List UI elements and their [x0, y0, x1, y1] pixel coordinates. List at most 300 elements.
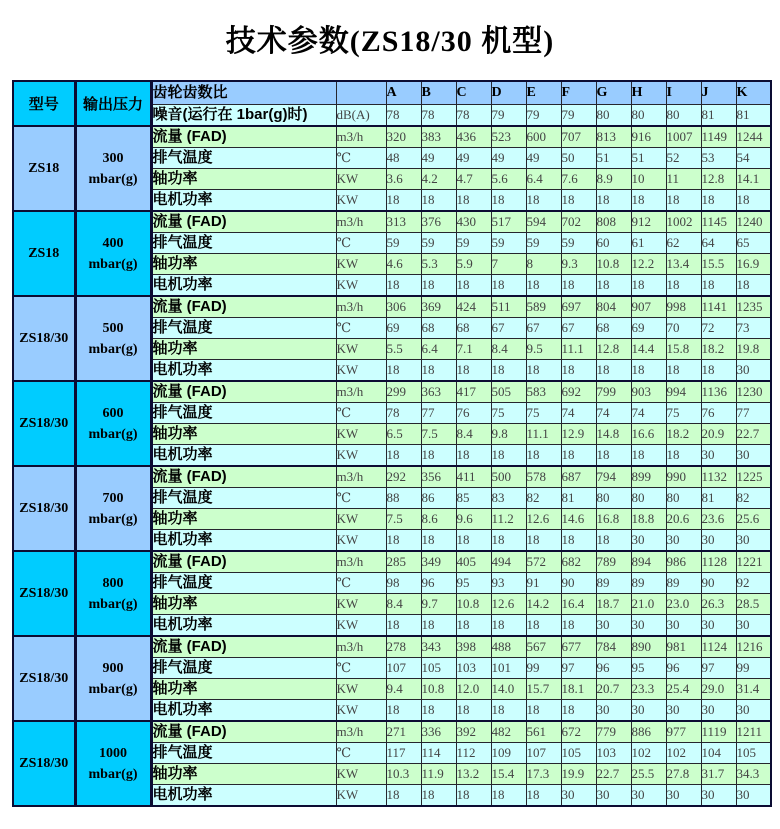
model-cell: ZS18/30	[13, 721, 75, 806]
value-cell: 25.5	[631, 764, 666, 785]
value-cell: 594	[526, 211, 561, 233]
value-cell: 697	[561, 296, 596, 318]
value-cell: 1141	[701, 296, 736, 318]
value-cell: 70	[666, 318, 701, 339]
pressure-cell	[75, 211, 151, 296]
value-cell: 18.8	[631, 509, 666, 530]
value-cell: 1244	[736, 126, 771, 148]
value-cell: 10.3	[386, 764, 421, 785]
value-cell: 30	[596, 615, 631, 637]
value-cell: 18	[666, 445, 701, 467]
pressure-value: 300	[102, 150, 124, 166]
value-cell: 417	[456, 381, 491, 403]
value-cell: 99	[526, 658, 561, 679]
value-cell: 64	[701, 233, 736, 254]
value-cell: 103	[596, 743, 631, 764]
value-cell: 52	[666, 148, 701, 169]
value-cell: 69	[386, 318, 421, 339]
model-cell: ZS18/30	[13, 381, 75, 466]
value-cell: 25.6	[736, 509, 771, 530]
value-cell: 18	[491, 275, 526, 297]
value-cell: 18	[596, 360, 631, 382]
value-cell: 7.5	[386, 509, 421, 530]
value-cell: 18	[666, 275, 701, 297]
value-cell: 18	[421, 530, 456, 552]
noise-value-cell: 79	[526, 105, 561, 127]
value-cell: 306	[386, 296, 421, 318]
value-cell: 8.4	[386, 594, 421, 615]
value-cell: 30	[736, 785, 771, 807]
value-cell: 505	[491, 381, 526, 403]
value-cell: 18	[526, 360, 561, 382]
value-cell: 75	[491, 403, 526, 424]
value-cell: 682	[561, 551, 596, 573]
value-cell: 6.4	[526, 169, 561, 190]
value-cell: 18	[526, 700, 561, 722]
value-cell: 12.6	[526, 509, 561, 530]
value-cell: 1230	[736, 381, 771, 403]
noise-unit: dB(A)	[336, 105, 386, 127]
value-cell: 343	[421, 636, 456, 658]
value-cell: 62	[666, 233, 701, 254]
pressure-cell	[75, 381, 151, 466]
value-cell: 14.6	[561, 509, 596, 530]
param-label-flow: 流量 (FAD)	[151, 211, 336, 233]
value-cell: 93	[491, 573, 526, 594]
value-cell: 12.8	[701, 169, 736, 190]
value-cell: 105	[421, 658, 456, 679]
value-cell: 1124	[701, 636, 736, 658]
value-cell: 30	[736, 530, 771, 552]
value-cell: 9.3	[561, 254, 596, 275]
noise-value-cell: 78	[456, 105, 491, 127]
value-cell: 5.5	[386, 339, 421, 360]
value-cell: 18	[386, 445, 421, 467]
pressure-unit: mbar(g)	[88, 766, 138, 782]
value-cell: 107	[386, 658, 421, 679]
value-cell: 8.6	[421, 509, 456, 530]
value-cell: 20.9	[701, 424, 736, 445]
value-cell: 30	[666, 615, 701, 637]
value-cell: 59	[421, 233, 456, 254]
value-cell: 8.9	[596, 169, 631, 190]
value-cell: 398	[456, 636, 491, 658]
value-cell: 97	[701, 658, 736, 679]
param-unit-shaft: KW	[336, 679, 386, 700]
value-cell: 1240	[736, 211, 771, 233]
pressure-value: 800	[102, 575, 124, 591]
value-cell: 112	[456, 743, 491, 764]
value-cell: 707	[561, 126, 596, 148]
value-cell: 82	[526, 488, 561, 509]
model-cell: ZS18/30	[13, 466, 75, 551]
value-cell: 11.1	[561, 339, 596, 360]
value-cell: 78	[386, 403, 421, 424]
value-cell: 18	[631, 275, 666, 297]
value-cell: 96	[421, 573, 456, 594]
value-cell: 77	[736, 403, 771, 424]
param-label-shaft: 轴功率	[151, 509, 336, 530]
value-cell: 14.2	[526, 594, 561, 615]
value-cell: 18	[666, 190, 701, 212]
column-letter-header: K	[736, 81, 771, 105]
value-cell: 7.1	[456, 339, 491, 360]
value-cell: 899	[631, 466, 666, 488]
value-cell: 18	[701, 275, 736, 297]
value-cell: 34.3	[736, 764, 771, 785]
param-unit-temp: ℃	[336, 233, 386, 254]
value-cell: 97	[561, 658, 596, 679]
value-cell: 890	[631, 636, 666, 658]
value-cell: 18	[491, 360, 526, 382]
value-cell: 60	[596, 233, 631, 254]
value-cell: 102	[666, 743, 701, 764]
pressure-cell	[75, 126, 151, 211]
value-cell: 15.5	[701, 254, 736, 275]
value-cell: 11	[666, 169, 701, 190]
param-label-temp: 排气温度	[151, 318, 336, 339]
param-unit-motor: KW	[336, 700, 386, 722]
value-cell: 14.4	[631, 339, 666, 360]
value-cell: 1132	[701, 466, 736, 488]
value-cell: 15.7	[526, 679, 561, 700]
param-label-shaft: 轴功率	[151, 169, 336, 190]
pressure-unit: mbar(g)	[88, 681, 138, 697]
value-cell: 424	[456, 296, 491, 318]
value-cell: 11.1	[526, 424, 561, 445]
pressure-unit: mbar(g)	[88, 256, 138, 272]
value-cell: 31.7	[701, 764, 736, 785]
value-cell: 10.8	[456, 594, 491, 615]
value-cell: 7.5	[421, 424, 456, 445]
value-cell: 68	[596, 318, 631, 339]
value-cell: 18	[561, 700, 596, 722]
param-label-motor: 电机功率	[151, 360, 336, 382]
value-cell: 23.6	[701, 509, 736, 530]
value-cell: 18	[491, 190, 526, 212]
value-cell: 59	[491, 233, 526, 254]
value-cell: 18	[386, 615, 421, 637]
value-cell: 69	[631, 318, 666, 339]
table-header	[13, 81, 771, 126]
table-body	[13, 126, 771, 806]
value-cell: 67	[561, 318, 596, 339]
value-cell: 886	[631, 721, 666, 743]
value-cell: 18	[491, 445, 526, 467]
value-cell: 107	[526, 743, 561, 764]
value-cell: 799	[596, 381, 631, 403]
value-cell: 1149	[701, 126, 736, 148]
value-cell: 405	[456, 551, 491, 573]
value-cell: 18	[561, 275, 596, 297]
value-cell: 18	[701, 190, 736, 212]
value-cell: 794	[596, 466, 631, 488]
value-cell: 894	[631, 551, 666, 573]
value-cell: 336	[421, 721, 456, 743]
param-label-flow: 流量 (FAD)	[151, 636, 336, 658]
value-cell: 117	[386, 743, 421, 764]
value-cell: 81	[561, 488, 596, 509]
param-unit-shaft: KW	[336, 509, 386, 530]
column-letter-header: J	[701, 81, 736, 105]
block-700-row-flow	[13, 466, 771, 488]
noise-value-cell: 78	[386, 105, 421, 127]
noise-value-cell: 79	[561, 105, 596, 127]
value-cell: 50	[561, 148, 596, 169]
param-label-shaft: 轴功率	[151, 594, 336, 615]
value-cell: 1119	[701, 721, 736, 743]
value-cell: 672	[561, 721, 596, 743]
column-letter-header: A	[386, 81, 421, 105]
value-cell: 18	[596, 190, 631, 212]
param-unit-temp: ℃	[336, 658, 386, 679]
value-cell: 53	[701, 148, 736, 169]
value-cell: 18.1	[561, 679, 596, 700]
param-unit-flow: m3/h	[336, 466, 386, 488]
param-unit-motor: KW	[336, 530, 386, 552]
value-cell: 18	[631, 190, 666, 212]
value-cell: 5.9	[456, 254, 491, 275]
param-unit-temp: ℃	[336, 573, 386, 594]
value-cell: 18	[561, 530, 596, 552]
value-cell: 76	[701, 403, 736, 424]
value-cell: 61	[631, 233, 666, 254]
value-cell: 18	[421, 445, 456, 467]
value-cell: 7	[491, 254, 526, 275]
value-cell: 18	[561, 445, 596, 467]
value-cell: 22.7	[596, 764, 631, 785]
value-cell: 74	[561, 403, 596, 424]
value-cell: 67	[526, 318, 561, 339]
value-cell: 30	[596, 785, 631, 807]
value-cell: 18	[456, 615, 491, 637]
value-cell: 95	[456, 573, 491, 594]
value-cell: 5.3	[421, 254, 456, 275]
value-cell: 25.4	[666, 679, 701, 700]
value-cell: 13.4	[666, 254, 701, 275]
noise-label: 噪音(运行在 1bar(g)时)	[151, 105, 336, 127]
value-cell: 572	[526, 551, 561, 573]
value-cell: 102	[631, 743, 666, 764]
value-cell: 95	[631, 658, 666, 679]
value-cell: 313	[386, 211, 421, 233]
param-unit-shaft: KW	[336, 764, 386, 785]
value-cell: 488	[491, 636, 526, 658]
value-cell: 14.8	[596, 424, 631, 445]
value-cell: 13.2	[456, 764, 491, 785]
value-cell: 59	[526, 233, 561, 254]
noise-value-cell: 81	[701, 105, 736, 127]
value-cell: 18	[526, 275, 561, 297]
value-cell: 30	[701, 615, 736, 637]
model-column-header: 型号	[13, 81, 75, 126]
value-cell: 18	[561, 615, 596, 637]
value-cell: 18	[456, 360, 491, 382]
value-cell: 18	[491, 615, 526, 637]
value-cell: 583	[526, 381, 561, 403]
value-cell: 285	[386, 551, 421, 573]
value-cell: 349	[421, 551, 456, 573]
value-cell: 30	[701, 700, 736, 722]
value-cell: 789	[596, 551, 631, 573]
model-cell: ZS18/30	[13, 551, 75, 636]
value-cell: 31.4	[736, 679, 771, 700]
value-cell: 430	[456, 211, 491, 233]
value-cell: 687	[561, 466, 596, 488]
value-cell: 14.0	[491, 679, 526, 700]
noise-value-cell: 78	[421, 105, 456, 127]
pressure-unit: mbar(g)	[88, 511, 138, 527]
value-cell: 567	[526, 636, 561, 658]
value-cell: 600	[526, 126, 561, 148]
block-300-row-flow	[13, 126, 771, 148]
param-label-shaft: 轴功率	[151, 764, 336, 785]
param-label-temp: 排气温度	[151, 573, 336, 594]
value-cell: 16.8	[596, 509, 631, 530]
value-cell: 18	[491, 785, 526, 807]
model-cell: ZS18	[13, 211, 75, 296]
pressure-unit: mbar(g)	[88, 341, 138, 357]
value-cell: 9.4	[386, 679, 421, 700]
value-cell: 18	[736, 190, 771, 212]
param-unit-flow: m3/h	[336, 551, 386, 573]
value-cell: 523	[491, 126, 526, 148]
param-unit-flow: m3/h	[336, 721, 386, 743]
value-cell: 101	[491, 658, 526, 679]
value-cell: 96	[596, 658, 631, 679]
value-cell: 9.6	[456, 509, 491, 530]
noise-value-cell: 81	[736, 105, 771, 127]
value-cell: 104	[701, 743, 736, 764]
value-cell: 30	[596, 700, 631, 722]
noise-value-cell: 80	[666, 105, 701, 127]
value-cell: 9.8	[491, 424, 526, 445]
param-label-flow: 流量 (FAD)	[151, 551, 336, 573]
column-letter-header: I	[666, 81, 701, 105]
value-cell: 20.7	[596, 679, 631, 700]
value-cell: 990	[666, 466, 701, 488]
column-letter-header: F	[561, 81, 596, 105]
value-cell: 11.2	[491, 509, 526, 530]
value-cell: 10.8	[596, 254, 631, 275]
value-cell: 977	[666, 721, 701, 743]
value-cell: 86	[421, 488, 456, 509]
value-cell: 12.2	[631, 254, 666, 275]
param-unit-motor: KW	[336, 445, 386, 467]
column-letter-header: E	[526, 81, 561, 105]
value-cell: 68	[456, 318, 491, 339]
param-unit-motor: KW	[336, 785, 386, 807]
value-cell: 30	[631, 700, 666, 722]
value-cell: 18	[421, 615, 456, 637]
value-cell: 15.4	[491, 764, 526, 785]
value-cell: 26.3	[701, 594, 736, 615]
value-cell: 994	[666, 381, 701, 403]
value-cell: 9.5	[526, 339, 561, 360]
value-cell: 411	[456, 466, 491, 488]
value-cell: 28.5	[736, 594, 771, 615]
value-cell: 18	[701, 360, 736, 382]
param-label-temp: 排气温度	[151, 403, 336, 424]
value-cell: 89	[596, 573, 631, 594]
pressure-cell	[75, 466, 151, 551]
value-cell: 103	[456, 658, 491, 679]
value-cell: 11.9	[421, 764, 456, 785]
value-cell: 15.8	[666, 339, 701, 360]
param-unit-flow: m3/h	[336, 381, 386, 403]
param-unit-motor: KW	[336, 275, 386, 297]
value-cell: 90	[561, 573, 596, 594]
param-unit-shaft: KW	[336, 594, 386, 615]
value-cell: 48	[386, 148, 421, 169]
value-cell: 356	[421, 466, 456, 488]
page-title: 技术参数(ZS18/30 机型)	[225, 25, 555, 58]
value-cell: 4.6	[386, 254, 421, 275]
value-cell: 18	[386, 785, 421, 807]
value-cell: 677	[561, 636, 596, 658]
param-label-temp: 排气温度	[151, 743, 336, 764]
pressure-cell	[75, 721, 151, 806]
value-cell: 18	[526, 190, 561, 212]
value-cell: 67	[491, 318, 526, 339]
value-cell: 4.7	[456, 169, 491, 190]
pressure-value: 700	[102, 490, 124, 506]
value-cell: 29.0	[701, 679, 736, 700]
pressure-value: 400	[102, 235, 124, 251]
param-unit-flow: m3/h	[336, 211, 386, 233]
value-cell: 18	[386, 360, 421, 382]
value-cell: 30	[736, 360, 771, 382]
value-cell: 369	[421, 296, 456, 318]
param-label-temp: 排气温度	[151, 488, 336, 509]
spec-table	[12, 80, 772, 807]
value-cell: 18	[421, 275, 456, 297]
param-unit-shaft: KW	[336, 424, 386, 445]
value-cell: 75	[666, 403, 701, 424]
param-label-flow: 流量 (FAD)	[151, 126, 336, 148]
param-label-flow: 流量 (FAD)	[151, 466, 336, 488]
pressure-value: 600	[102, 405, 124, 421]
value-cell: 8.4	[456, 424, 491, 445]
value-cell: 271	[386, 721, 421, 743]
value-cell: 14.1	[736, 169, 771, 190]
value-cell: 1225	[736, 466, 771, 488]
value-cell: 49	[456, 148, 491, 169]
value-cell: 511	[491, 296, 526, 318]
value-cell: 59	[456, 233, 491, 254]
value-cell: 12.9	[561, 424, 596, 445]
value-cell: 30	[701, 445, 736, 467]
param-unit-shaft: KW	[336, 169, 386, 190]
param-label-temp: 排气温度	[151, 148, 336, 169]
param-unit-motor: KW	[336, 615, 386, 637]
value-cell: 292	[386, 466, 421, 488]
param-unit-shaft: KW	[336, 339, 386, 360]
value-cell: 30	[701, 785, 736, 807]
value-cell: 12.8	[596, 339, 631, 360]
column-letter-header: D	[491, 81, 526, 105]
value-cell: 436	[456, 126, 491, 148]
value-cell: 90	[701, 573, 736, 594]
value-cell: 981	[666, 636, 701, 658]
value-cell: 19.9	[561, 764, 596, 785]
value-cell: 30	[631, 530, 666, 552]
value-cell: 16.6	[631, 424, 666, 445]
value-cell: 18	[736, 275, 771, 297]
param-label-motor: 电机功率	[151, 445, 336, 467]
model-cell: ZS18/30	[13, 296, 75, 381]
value-cell: 517	[491, 211, 526, 233]
